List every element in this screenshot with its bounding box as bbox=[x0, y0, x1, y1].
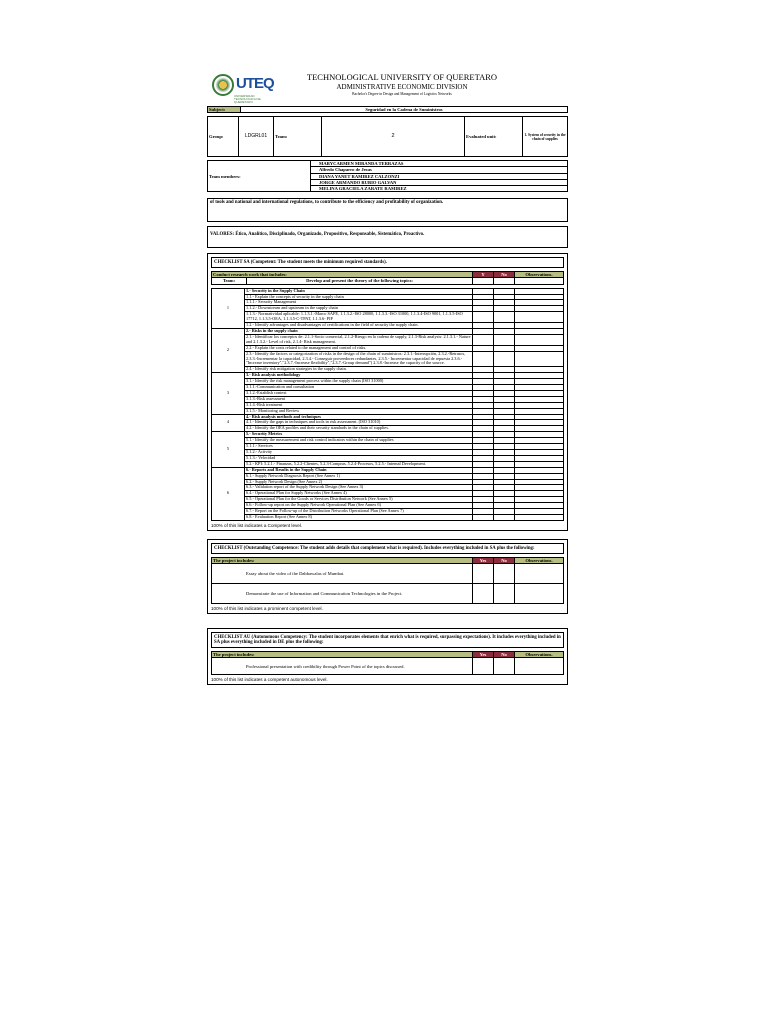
au-title: CHECKLIST AU (Autonomous Competency: The student incorporates elements that enrich what is required, surpassing expectations). It includes everything included in SA plus everything included in DE plus the following: bbox=[211, 632, 564, 648]
sa-topic: 2.2.- Explain the costs related to the management and control of risks. bbox=[245, 345, 473, 351]
sa-topic: 1.- Security in the Supply Chain bbox=[245, 288, 473, 294]
sa-topic: 4.2.- Identify the OEA profiles and their security standards in the chain of supplies. bbox=[245, 426, 473, 432]
sa-no-cell[interactable] bbox=[494, 312, 515, 323]
sa-topic: 3.1.- Identify the risk management process within the supply chain (ISO 31000) bbox=[245, 379, 473, 385]
sa-no-cell[interactable] bbox=[494, 514, 515, 520]
sa-topic: 3.- Risk analysis methodology bbox=[245, 373, 473, 379]
sa-topic: 3.1.2.-Establish context bbox=[245, 390, 473, 396]
sa-no-cell[interactable] bbox=[494, 351, 515, 367]
member-name: JORGE ARMANDO RUBIO GALVAN bbox=[311, 179, 568, 185]
checklist-au bbox=[207, 628, 568, 685]
seal-icon bbox=[212, 74, 234, 96]
logo-subtext: UNIVERSIDAD TECNOLOGICA DE QUERETARO bbox=[234, 94, 261, 104]
au-item: Professional presentation with credibility through Power Point of the topics discussed. bbox=[212, 658, 473, 675]
degree-name: Bachelor's Degree in Design and Management of Logistics Networks bbox=[352, 92, 452, 96]
sa-blank-cell bbox=[515, 278, 564, 284]
sa-obs-cell[interactable] bbox=[515, 312, 564, 323]
sa-topic: 6.7.- Report on the Follow-up of the Distribution Networks Operational Plan (See Annex 7) bbox=[245, 509, 473, 515]
de-obs-header: Observations. bbox=[515, 557, 564, 563]
sa-row bbox=[212, 351, 564, 367]
sa-yes-cell[interactable] bbox=[473, 514, 494, 520]
sa-topic: 1.1.2.- Downstream and upstream in the supply chain bbox=[245, 306, 473, 312]
sa-team-number: 3 bbox=[212, 373, 245, 414]
logo-mark: UTEQ bbox=[236, 75, 274, 92]
de-yes-header: Yes bbox=[473, 557, 494, 563]
de-obs-cell[interactable] bbox=[515, 564, 564, 584]
sa-yes-cell[interactable] bbox=[473, 334, 494, 345]
sa-topic: 5.1.3.- Velocidad bbox=[245, 455, 473, 461]
sa-blank-cell bbox=[473, 278, 494, 284]
values-text: VALORES: Ético, Analítico, Disciplinado, Organizado, Propositivo, Responsable, Sistemático, Proactivo. bbox=[210, 232, 425, 238]
de-no-cell[interactable] bbox=[494, 584, 515, 604]
header bbox=[207, 62, 568, 106]
sa-obs-cell[interactable] bbox=[515, 334, 564, 345]
university-logo bbox=[212, 74, 274, 104]
sa-topic: 3.1.3.-Risk assessment bbox=[245, 396, 473, 402]
objective-text: of tools and national and international regulations, to contribute to the efficiency and profitability of organization. bbox=[210, 200, 444, 206]
sa-topic: 2.4.- Identify risk mitigation strategies in the supply chain. bbox=[245, 367, 473, 373]
sa-obs-cell[interactable] bbox=[515, 514, 564, 520]
sa-topic: 6.8.- Evaluation Report (See Annex 8) bbox=[245, 514, 473, 520]
de-footer: 100% of this list indicates a prominent competent level. bbox=[211, 606, 323, 612]
sa-header-label: Conduct research work that includes: bbox=[212, 272, 473, 278]
sa-topic: 2.- Risks in the supply chain bbox=[245, 328, 473, 334]
sa-team-number: 6 bbox=[212, 467, 245, 520]
unit-label: Evaluated unit: bbox=[465, 117, 523, 157]
de-item: Essay about the video of the Dabbawalas of Mumbai. bbox=[212, 564, 473, 584]
subject-table bbox=[207, 106, 568, 113]
checklist-sa bbox=[207, 253, 568, 531]
sa-row bbox=[212, 334, 564, 345]
sa-topic: 3.1.5.- Monitoring and Review bbox=[245, 408, 473, 414]
sa-topic: 6.3.- Validation report of the Supply Network Design (See Annex 3) bbox=[245, 485, 473, 491]
au-obs-cell[interactable] bbox=[515, 658, 564, 675]
sa-row bbox=[212, 312, 564, 323]
sa-topic: 6.- Reports and Results in the Supply Chain bbox=[245, 467, 473, 473]
sa-team-number: 4 bbox=[212, 414, 245, 432]
sa-topic: 5.1.- Identify the measurement and risk control indicators within the chain of supplies bbox=[245, 438, 473, 444]
group-table bbox=[207, 116, 568, 157]
sa-header-table bbox=[211, 271, 564, 284]
de-header-label: The project includes: bbox=[212, 557, 473, 563]
sa-topic: 6.4.- Operational Plan for Supply Networks (See Annex 4) bbox=[245, 491, 473, 497]
university-name: TECHNOLOGICAL UNIVERSITY OF QUERETARO bbox=[306, 72, 498, 82]
de-table bbox=[211, 557, 564, 604]
sa-team-number: 2 bbox=[212, 328, 245, 372]
de-yes-cell[interactable] bbox=[473, 584, 494, 604]
group-label: Group: bbox=[208, 117, 239, 157]
sa-topic: 1.2.- Identify advantages and disadvantages of certifications in the field of security the supply chain. bbox=[245, 323, 473, 329]
member-name: MARYCARMEN MIRANDA TERRAZAS bbox=[311, 161, 568, 167]
sa-col-team: Team: bbox=[212, 278, 247, 283]
division-name: ADMINISTRATIVE ECONOMIC DIVISION bbox=[336, 83, 468, 91]
au-obs-header: Observations. bbox=[515, 652, 564, 658]
sa-topic: 2.3.- Identify the factors or categorization of risks in the design of the chain of suministros: 2.3.1.-Interrupción, 2.3.2.-Retrasos, 2.3.3.-Incrementar la capacidad, 2.3.4.- Conseguir proveedores redundantes, 2.3.5.- Incrementar capacidad de repuesta 2.3.6.- "Increase inventory","2.3.7.-Increase flexibility","2.3.7.-Group demand") 2.3.8.-Increase the capacity of the source. bbox=[245, 351, 473, 367]
sa-no-cell[interactable] bbox=[494, 334, 515, 345]
sa-items-table bbox=[211, 288, 564, 521]
member-name: DIANA YANET RAMIREZ CALZONZI bbox=[311, 173, 568, 179]
subject-value: Seguridad en la Cadena de Suministros bbox=[241, 107, 568, 113]
de-yes-cell[interactable] bbox=[473, 564, 494, 584]
au-footer: 100% of this list indicates a competent autonomous level. bbox=[211, 677, 328, 683]
de-no-header: No bbox=[494, 557, 515, 563]
sa-col-header-inner bbox=[212, 278, 472, 283]
sa-topic: 6.1.- Supply Network Diagnosis Report (See Annex 1) bbox=[245, 473, 473, 479]
sa-col-topic: Develop and present the theory of the following topics: bbox=[306, 278, 413, 284]
sa-topic: 4.- Risk analysis methods and techniques bbox=[245, 414, 473, 420]
member-name: MELINA GRACIELA ZARATE RAMIREZ bbox=[311, 186, 568, 192]
au-yes-header: Yes bbox=[473, 652, 494, 658]
sa-row bbox=[212, 514, 564, 520]
document bbox=[207, 62, 568, 685]
objective-box bbox=[207, 198, 568, 222]
sa-topic: 3.1.4.-Risk treatment bbox=[245, 402, 473, 408]
sa-topic: 5.1.1.- Services bbox=[245, 444, 473, 450]
subject-label: Subject: bbox=[208, 107, 241, 113]
sa-topic: 4.1.- Identify the gaps in techniques and tools in risk assessment. (ISO 31010) bbox=[245, 420, 473, 426]
sa-yes-header: Y bbox=[473, 272, 494, 278]
group-value: LDGRL01 bbox=[239, 117, 274, 157]
sa-topic: 2.1.- Identificar los conceptos de: 2.1.1-Socio comercial, 2.1.2-Riesgo en la cadena de supply, 2.1.3-Risk analysis: 2.1.3.1.- Nature and 2.1.3.2.- Level of risk, 2.1.4- Risk management. bbox=[246, 334, 471, 344]
de-title: CHECKLIST (Outstanding Competence: The student adds details that complement what is required). Includes everything included in SA plus the following: bbox=[211, 543, 564, 554]
au-no-cell[interactable] bbox=[494, 658, 515, 675]
au-header-label: The project includes: bbox=[212, 652, 473, 658]
member-name: Alfredo Chaparro de Jesus bbox=[311, 167, 568, 173]
team-value: 2 bbox=[322, 117, 465, 157]
members-label: Team members: bbox=[208, 161, 311, 192]
de-item: Demonstrate the use of Information and Communication Technologies in the Project. bbox=[212, 584, 473, 604]
sa-topic: 1.1.- Explain the concepts of security in the supply chain bbox=[245, 294, 473, 300]
sa-topic: 3.1.1.-Communication and consultation bbox=[245, 385, 473, 391]
sa-blank-cell bbox=[494, 278, 515, 284]
au-table bbox=[211, 651, 564, 675]
team-label: Team: bbox=[274, 117, 322, 157]
au-no-header: No bbox=[494, 652, 515, 658]
de-obs-cell[interactable] bbox=[515, 584, 564, 604]
sa-obs-cell[interactable] bbox=[515, 351, 564, 367]
sa-col-headers bbox=[212, 278, 473, 284]
sa-no-header: No bbox=[494, 272, 515, 278]
sa-yes-cell[interactable] bbox=[473, 351, 494, 367]
sa-team-number: 1 bbox=[212, 288, 245, 328]
sa-topic: 5.2.- KPI: 5.2.1.- Finanzas, 5.2.2-Clientes, 5.2.3-Compras, 5.2.4-Procesos, 5.2.5.- Internal Development. bbox=[245, 461, 473, 467]
unit-value: 1. System of security in the chain of supplies bbox=[523, 117, 568, 157]
sa-topic: 6.6.- Follow-up report on the Supply Network Operational Plan (See Annex 6) bbox=[245, 503, 473, 509]
sa-yes-cell[interactable] bbox=[473, 312, 494, 323]
values-box bbox=[207, 226, 568, 248]
sa-topic: 1.1.1.- Security Management bbox=[245, 300, 473, 306]
sa-footer: 100% of this list indicates a Competent level. bbox=[211, 522, 303, 528]
sa-topic: 5.1.2.- Activity bbox=[245, 450, 473, 456]
members-table bbox=[207, 160, 568, 192]
de-no-cell[interactable] bbox=[494, 564, 515, 584]
checklist-de bbox=[207, 539, 568, 614]
sa-topic: 1.1.3.- Normatividad aplicable: 1.1.3.1.-Marco SAFE, 1.1.3.2.-ISO 28000, 1.1.3.3.-ISO 31000, 1.1.3.4-ISO 9001, 1.1.3.5-ISO 17712, 1.1.3.5-OEA, 1.1.3.5-C-TPAT, 1.1.3.6- PIP bbox=[245, 312, 473, 323]
au-yes-cell[interactable] bbox=[473, 658, 494, 675]
sa-topic: 6.2.- Supply Network Design (See Annex 2) bbox=[245, 479, 473, 485]
sa-topic: 5.- Security Metrics bbox=[245, 432, 473, 438]
sa-title: CHECKLIST SA (Competent: The student meets the minimum required standards). bbox=[211, 257, 564, 268]
sa-topic: 6.5.- Operational Plan for the Goods or Services Distribution Network (See Annex 5) bbox=[245, 497, 473, 503]
sa-obs-header: Observations. bbox=[515, 272, 564, 278]
sa-team-number: 5 bbox=[212, 432, 245, 467]
